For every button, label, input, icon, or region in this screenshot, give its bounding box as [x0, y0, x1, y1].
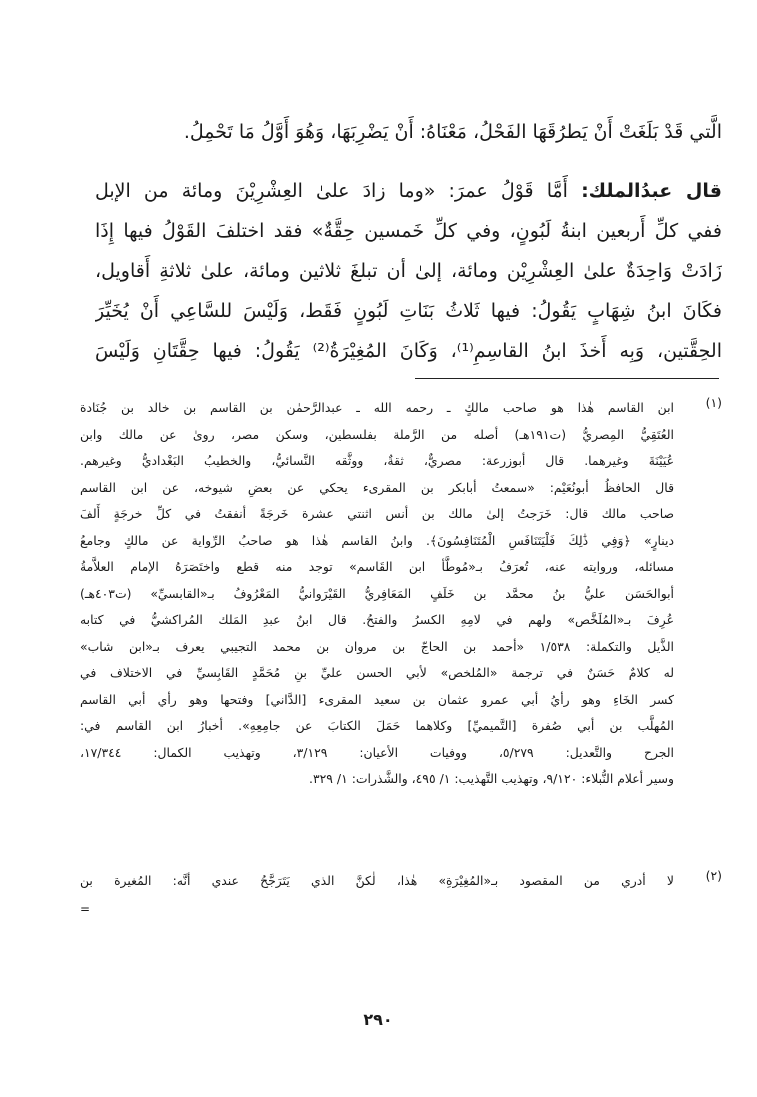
main-paragraph-line: الحِقَّتين، وَبِه أَخذَ ابنُ القاسِمِ⁽¹⁾، وَكَانَ المُغِيْرَةُ⁽²⁾ يَقُولُ: فيها حِقَّتَانِ وَلَيْسَ — [95, 340, 722, 362]
footnote-1-line: صاحب مالك قال: خَرَجتُ إلىٰ مالك بن أنس اثنتي عشرة خَرجَةً أنفقتُ في كلِّ خرجَةٍ أَلفَ — [80, 506, 674, 521]
footnote-1-line: عُرِفَ بـ«المُلَخَّص» ولهم في لامِهِ الكسرُ والفتحُ. قال ابنُ عبدِ المَلك المُراكشيُّ في كتابه — [80, 612, 674, 627]
footnote-1-line: دينارٍ» ﴿وَفِي ذَٰلِكَ فَلْيَتَنَافَسِ الْمُتَنَافِسُونَ﴾. وابنُ القاسم هٰذا هو صاحبُ الرِّواية عن مالكٍ وجامعُ — [80, 532, 674, 548]
footnote-1-line: له كلامٌ حَسَنٌ في ترجمة «المُلخص» لأبي الحسن عليِّ بنِ مُحَمَّدٍ القَابِسيِّ في الاختلاف في — [80, 665, 674, 680]
footnote-1-line: الجرح والتَّعديل: ٥/٢٧٩، ووفيات الأعيان: ٣/١٢٩، وتهذيب الكمال: ١٧/٣٤٤، — [80, 744, 674, 760]
footnote-1-number: (١) — [705, 395, 722, 410]
footnote-1-line: وسير أعلام النُّبلاء: ٩/١٢٠، وتهذيب التَّهذيب: ١/ ٤٩٥، والشَّذرات: ١/ ٣٢٩. — [309, 771, 674, 786]
footnote-1 — [80, 395, 722, 793]
page-number: ٢٩٠ — [363, 1010, 393, 1029]
main-paragraph — [95, 171, 722, 371]
main-paragraph-line: قال عبدُالملك: أَمَّا قَوْلُ عمرَ: «وما زادَ علىٰ العِشْرِيْنَ ومائة من الإبل — [95, 180, 722, 202]
footnote-1-line: العُتَقِيُّ المِصريُّ (ت١٩١هـ) أصله من الرَّملة بفلسطين، وسكن مصر، روىٰ عن مالك وابن — [80, 426, 674, 442]
footnote-1-line: الذَّيل والتكملة: ١/٥٣٨ «أحمد بن الحاجّ بن مروان بن محمد التجيبي يعرف بـ«ابن شاب» — [80, 638, 674, 654]
main-paragraph-line: فكَانَ ابنُ شِهَابٍ يَقُولُ: فيها ثَلاثُ بَنَاتِ لَبُونٍ فَقَط، وَلَيْسَ للسَّاعِي أَنْ يُخَيِّرَ — [95, 300, 722, 322]
main-text-line-1: الَّتي قَدْ بَلَغَتْ أَنْ يَطرُقَهَا الفَحْلُ، مَعْنَاهُ: أَنْ يَضْرِبَهَا، وَهُوَ أَوَّلُ مَا تَحْمِلُ. — [183, 121, 722, 143]
footnote-1-line: كسر الخَاءِ وهو رأيُ أبي عمرو عثمان بن سعيد المقرىء [الدَّاني] وفتحها وهو رأي أبي القاسم — [80, 691, 674, 707]
footnote-1-line: المُهلَّب بن أبي صُفرة [التَّميميِّ] وكلاهما حَمَلَ الكتابَ عن جامِعِهِ». أخبارُ ابن القاسم في: — [80, 718, 674, 733]
footnote-1-line: أبوالحَسَن عليُّ بنُ محمَّد بن خَلَفٍ المَعَافِريُّ القَيْرَوانيُّ المَعْرُوفُ بـ«القابسيِّ» (ت٤٠٣هـ) — [80, 585, 674, 601]
continuation-mark: = — [80, 902, 91, 916]
footnote-1-line: مسائله، وروايته عنه، تُعرَفُ بـ«مُوطَّأ ابن القَاسم» توجد منه قطع واختَصَرَهُ الإمام العلاَّمةُ — [80, 559, 674, 574]
footnote-1-line: عُيَيْنَةَ وغيرهما. قال أبوزرعة: مصريٌّ، ثقةٌ، ووثَّقه النَّسائيُّ، والخطيبُ البَغْداديُّ وغيرهم. — [80, 453, 674, 468]
footnote-2-line: لا أدري من المقصود بـ«المُغِيْرَةِ» هٰذا، لٰكنَّ الذي يَتَرَجَّحُ عندي أنَّه: المُغيرة بن — [80, 873, 674, 888]
footnote-1-line: قال الحافظُ أبونُعَيْم: «سمعتُ أبابكر بن المقرىء يحكي عن بعضِ شيوخه، عن ابن القاسم — [80, 479, 674, 495]
footnote-1-line: ابن القاسم هٰذا هو صاحب مالكٍ ـ رحمه الله ـ عبدالرَّحمٰن بن القاسم بن خالد بن جُنَادة — [80, 400, 674, 415]
footnote-2-number: (٢) — [705, 868, 722, 883]
speaker-label: قال عبدُالملك: — [581, 180, 722, 202]
footnote-2 — [80, 868, 722, 895]
main-paragraph-line: ففي كلِّ أَربعين ابنةُ لَبُونٍ، وفي كلِّ خَمسين حِقَّةٌ» فقد اختلفَ القَوْلُ فيها إِذَا — [95, 220, 722, 242]
footnote-separator — [415, 378, 719, 379]
main-paragraph-line: زَادَتْ وَاحِدَةٌ علىٰ العِشْرِيْن ومائة، إلىٰ أن تبلغَ ثلاثين ومائة، علىٰ ثلاثةِ أَقاويل، — [95, 260, 722, 282]
